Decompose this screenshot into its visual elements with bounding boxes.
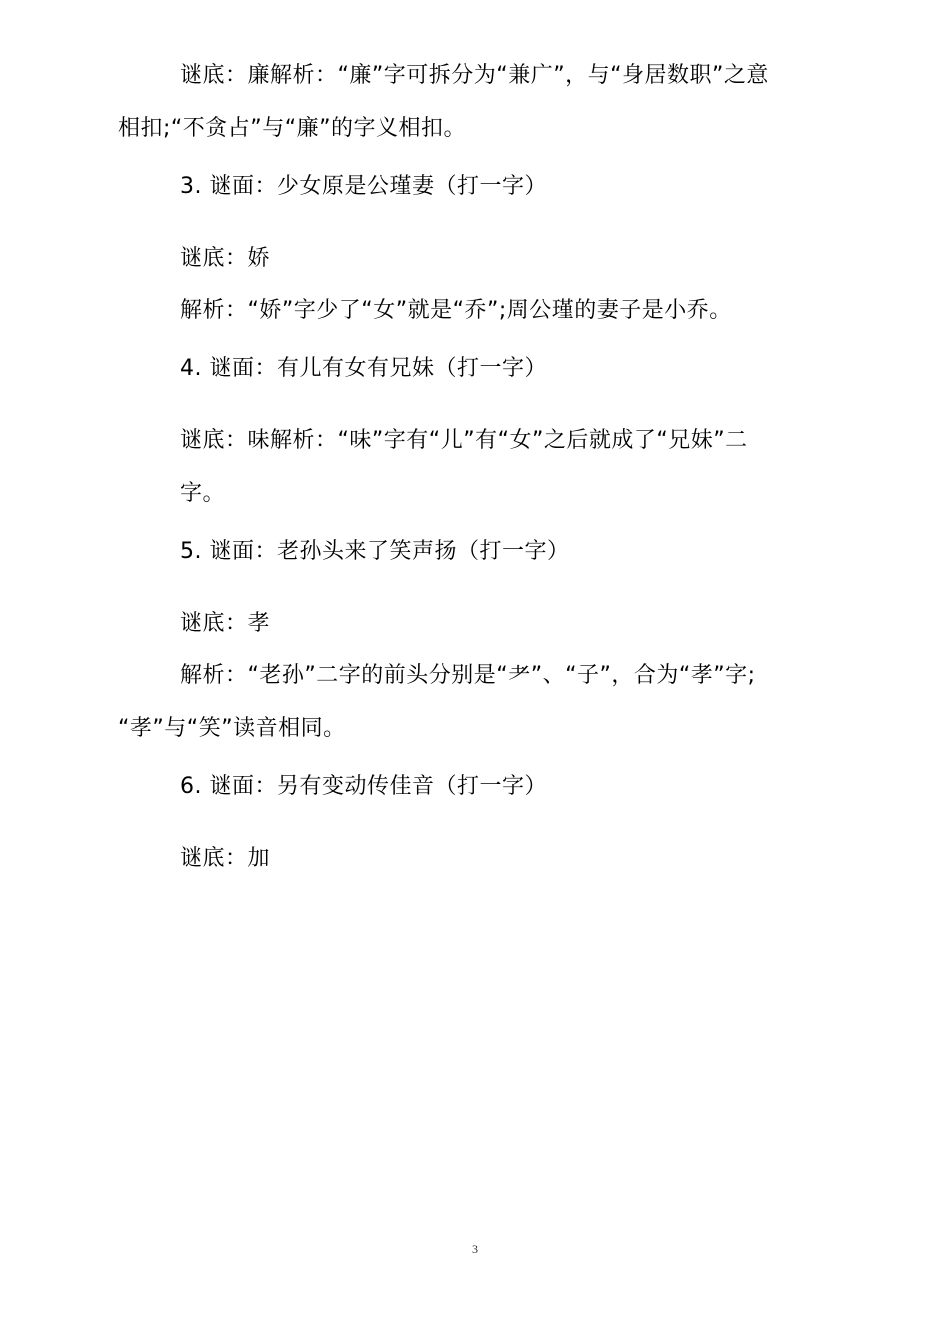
riddle-4-question: 4. 谜面：有儿有女有兄妹（打一字） bbox=[180, 356, 547, 381]
riddle-6-answer: 谜底：加 bbox=[180, 846, 271, 871]
riddle-6-question: 6. 谜面：另有变动传佳音（打一字） bbox=[180, 774, 547, 799]
riddle-4-answer-line-2: 字。 bbox=[180, 481, 226, 506]
riddle-2-answer-line-2: 相扣;“不贪占”与“廉”的字义相扣。 bbox=[118, 116, 467, 141]
riddle-3-explanation: 解析：“娇”字少了“女”就是“乔”;周公瑾的妻子是小乔。 bbox=[180, 298, 732, 323]
riddle-2-answer-line-1: 谜底：廉解析：“廉”字可拆分为“兼广”，与“身居数职”之意 bbox=[180, 63, 769, 88]
riddle-5-explanation-line-2: “孝”与“笑”读音相同。 bbox=[118, 716, 346, 741]
riddle-5-explanation-line-1: 解析：“老孙”二字的前头分别是“耂”、“子”，合为“孝”字; bbox=[180, 663, 756, 688]
riddle-5-question: 5. 谜面：老孙头来了笑声扬（打一字） bbox=[180, 539, 570, 564]
riddle-5-answer: 谜底：孝 bbox=[180, 611, 271, 636]
riddle-4-answer-line-1: 谜底：味解析：“味”字有“儿”有“女”之后就成了“兄妹”二 bbox=[180, 428, 748, 453]
riddle-3-question: 3. 谜面：少女原是公瑾妻（打一字） bbox=[180, 174, 547, 199]
riddle-3-answer: 谜底：娇 bbox=[180, 246, 271, 271]
page-number: 3 bbox=[472, 1242, 478, 1256]
